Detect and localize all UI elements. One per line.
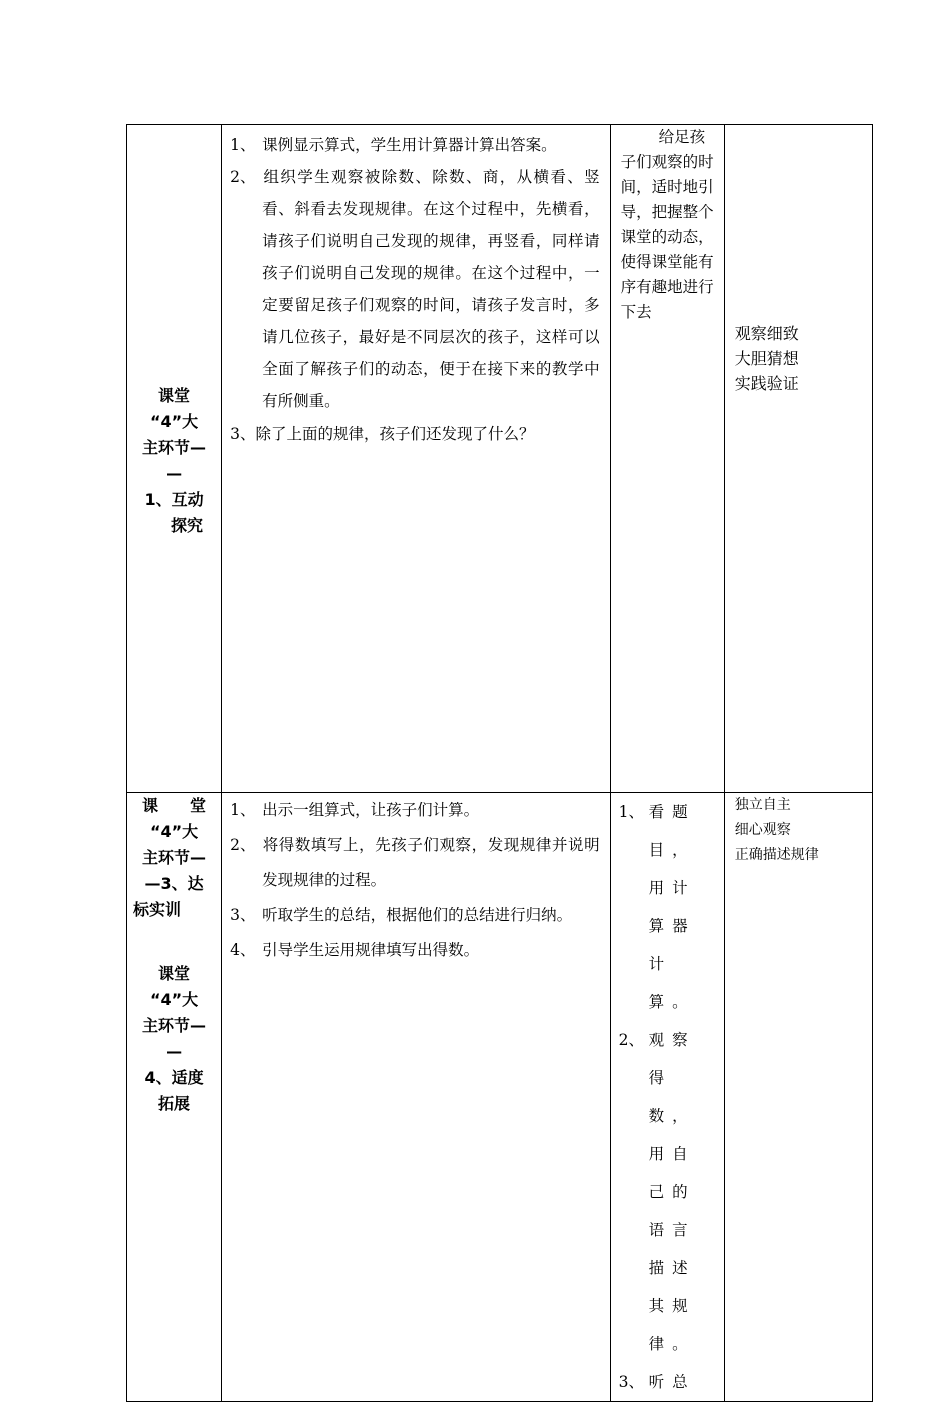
stage-line: “4”大 [149,990,199,1009]
goal-item: 正确描述规律 [734,847,819,863]
list-item [619,1363,716,1401]
goal-item: 大胆猜想 [734,349,799,368]
teacher-activity-text: 给足孩子们观察的时间，适时地引导，把握整个课堂的动态，使得课堂能有序有趣地进行下去 [620,128,714,321]
step-text: 除了上面的规律，孩子们还发现了什么？ [255,425,535,443]
list-item [230,161,600,417]
stage-line: 1、互动 [144,490,204,509]
list-item [619,1021,716,1363]
stage-label [127,793,221,1117]
stage-line: 主环节— [142,1016,207,1035]
step-number: 2、 [230,836,256,854]
stage-line: “4”大 [149,412,199,431]
stage-line: — [166,1042,183,1061]
stage-line: —3、达 [144,874,204,893]
goal-item: 实践验证 [734,374,799,393]
step-number: 4、 [230,941,256,959]
list-item [230,421,600,447]
step-number: 2、 [618,1031,645,1049]
list-item [619,793,716,1021]
step-number: 3、 [230,425,256,443]
goal-item: 细心观察 [734,822,791,838]
goal-cell [724,125,872,793]
step-text: 组织学生观察被除数、除数、商，从横看、竖看、斜看去发现规律。在这个过程中，先横看，请孩子们说明自己发现的规律，再竖看，同样请孩子们说明自己发现的规律。在这个过程中，一定要留足孩子们观察的时间，请孩子发言时，多请几位孩子，最好是不同层次的孩子，这样可以全面了解孩子们的动态，便于在接下来的教学中有所侧重。 [262,168,600,410]
step-text: 听取学生的总结，根据他们的总结进行归纳。 [262,906,573,924]
stage-cell [127,793,222,1402]
stage-line: “4”大 [149,822,199,841]
step-number: 1、 [618,803,645,821]
step-number: 3、 [618,1373,645,1391]
stage-label [127,125,221,539]
step-number: 1、 [230,801,256,819]
lesson-plan-table [126,124,873,1402]
stage-line: — [166,464,183,483]
goal-cell [724,793,872,1402]
list-item [230,898,600,933]
goal-item: 独立自主 [734,797,791,813]
goal-list [725,793,872,868]
step-text: 引导学生运用规律填写出得数。 [262,941,480,959]
goal-item: 观察细致 [734,324,799,343]
stage-line: 课堂 [158,964,191,983]
step-text: 听总 [648,1373,696,1391]
stage-line: 课堂 [158,386,191,405]
list-item [230,933,600,968]
table-row [127,125,873,793]
stage-line: 主环节— [142,438,207,457]
list-item [230,828,600,898]
stage-line: 探究 [171,516,204,535]
student-steps [611,793,724,1401]
step-text: 看题目，用计算器计算。 [648,803,696,1011]
student-activity-cell [610,793,724,1402]
step-text: 出示一组算式，让孩子们计算。 [262,801,480,819]
stage-line: 拓展 [158,1094,191,1113]
stage-cell [127,125,222,793]
step-number: 2、 [230,168,256,186]
table-row [127,793,873,1402]
list-item [230,129,600,161]
list-item [230,793,600,828]
step-text: 课例显示算式，学生用计算器计算出答案。 [262,136,557,154]
stage-line: 4、适度 [144,1068,204,1087]
process-steps [222,125,610,447]
step-number: 3、 [230,906,256,924]
process-steps [222,793,610,968]
stage-line: 标实训 [133,900,182,919]
teacher-activity-cell [610,125,724,793]
stage-line: 主环节— [142,848,207,867]
step-text: 将得数填写上，先孩子们观察，发现规律并说明发现规律的过程。 [262,836,600,889]
process-cell [222,793,611,1402]
process-cell [222,125,611,793]
goal-list [725,125,872,396]
step-number: 1、 [230,136,256,154]
stage-line: 课 堂 [142,796,207,815]
step-text: 观察得数，用自己的语言描述其规律。 [648,1031,696,1353]
